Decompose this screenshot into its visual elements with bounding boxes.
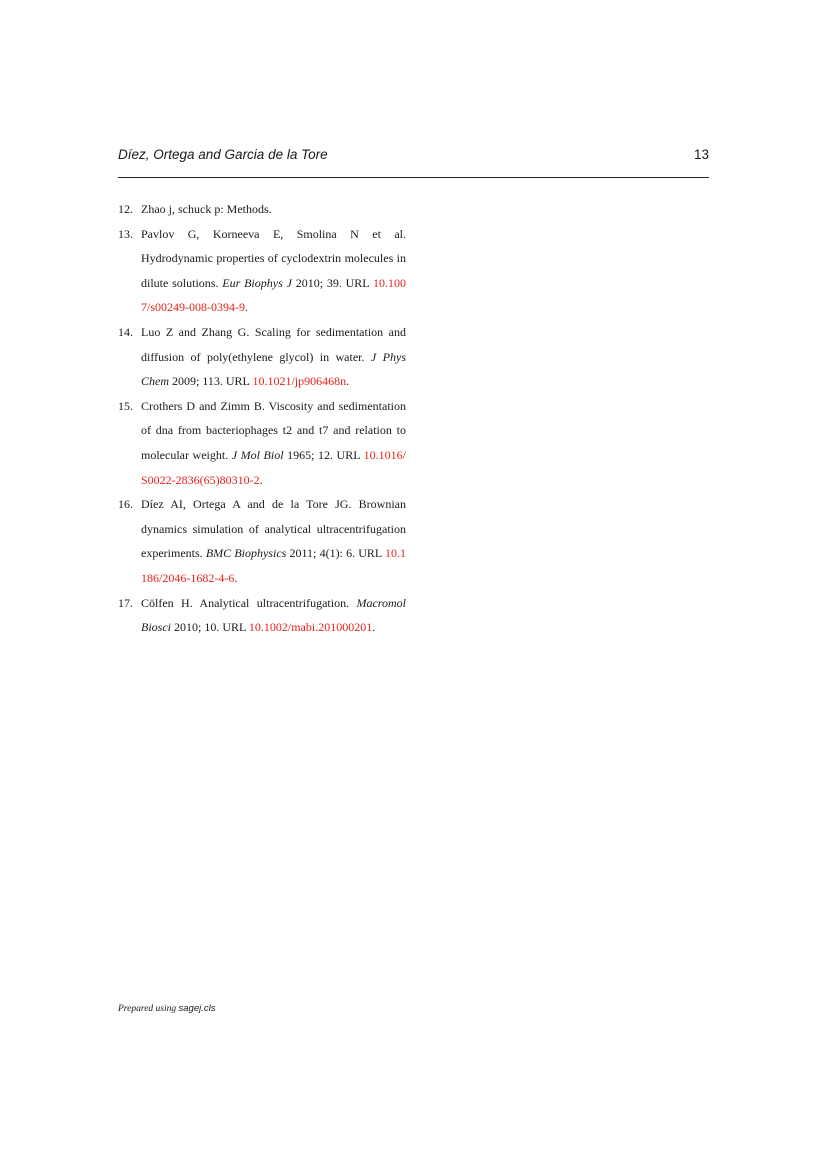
footer-prepared-text: Prepared using (118, 1004, 177, 1014)
reference-end: . (346, 374, 350, 389)
reference-end: . (245, 300, 248, 315)
reference-text: Pavlov G, Korneeva E, Smolina N et al. Hydrodynamic properties of cyclodextrin molecules in dilute solutions. (141, 226, 406, 290)
reference-details: 2010; 10. URL (171, 620, 249, 635)
doi-link[interactable]: 10.1186/2046-1682-4-6 (141, 546, 406, 585)
reference-list (118, 197, 406, 640)
doi-link[interactable]: 10.1002/mabi.201000201 (248, 620, 373, 635)
header-authors: Díez, Ortega and Garcia de la Tore (118, 147, 328, 162)
reference-text: Cölfen H. Analytical ultracentrifugation. (141, 595, 357, 610)
reference-14 (118, 320, 406, 394)
footer-class-file: sagej.cls (178, 1003, 216, 1014)
reference-details: 2010; 39. URL (291, 275, 373, 290)
reference-journal: J Mol Biol (231, 447, 284, 462)
reference-end: . (259, 472, 263, 487)
footer (118, 1003, 215, 1014)
reference-journal: BMC Biophysics (205, 546, 287, 561)
reference-number: 14. (118, 324, 133, 339)
reference-text: Díez AI, Ortega A and de la Tore JG. Brownian dynamics simulation of analytical ultracentrifugation experiments. (141, 497, 406, 561)
reference-number: 17. (118, 595, 133, 610)
reference-17 (118, 591, 406, 640)
reference-15 (118, 394, 406, 492)
doi-link[interactable]: 10.1007/s00249-008-0394-9 (141, 275, 406, 315)
reference-16 (118, 492, 406, 590)
reference-details: 2011; 4(1): 6. URL (286, 546, 385, 561)
reference-number: 16. (118, 497, 133, 512)
running-header (118, 147, 709, 167)
reference-journal: Eur Biophys J (222, 275, 292, 290)
reference-end: . (234, 570, 238, 585)
reference-end: . (372, 620, 376, 635)
doi-link[interactable]: 10.1021/jp906468n (252, 374, 347, 389)
reference-text: Crothers D and Zimm B. Viscosity and sedimentation of dna from bacteriophages t2 and t7 and relation to molecular weight. (141, 398, 406, 462)
reference-number: 13. (118, 226, 133, 241)
reference-details: 1965; 12. URL (283, 447, 364, 462)
page-number: 13 (693, 147, 709, 162)
header-rule (118, 177, 709, 178)
reference-13 (118, 222, 406, 320)
reference-number: 15. (118, 398, 133, 413)
reference-text: Zhao j, schuck p: Methods. (141, 202, 272, 216)
reference-journal: J Phys Chem (141, 349, 406, 389)
reference-12 (118, 197, 406, 222)
reference-journal: Macromol Biosci (141, 595, 406, 635)
doi-link[interactable]: 10.1016/S0022-2836(65)80310-2 (141, 447, 407, 487)
reference-number: 12. (118, 202, 133, 216)
reference-details: 2009; 113. URL (169, 374, 253, 389)
reference-text: Luo Z and Zhang G. Scaling for sedimentation and diffusion of poly(ethylene glycol) in water. (141, 324, 406, 364)
